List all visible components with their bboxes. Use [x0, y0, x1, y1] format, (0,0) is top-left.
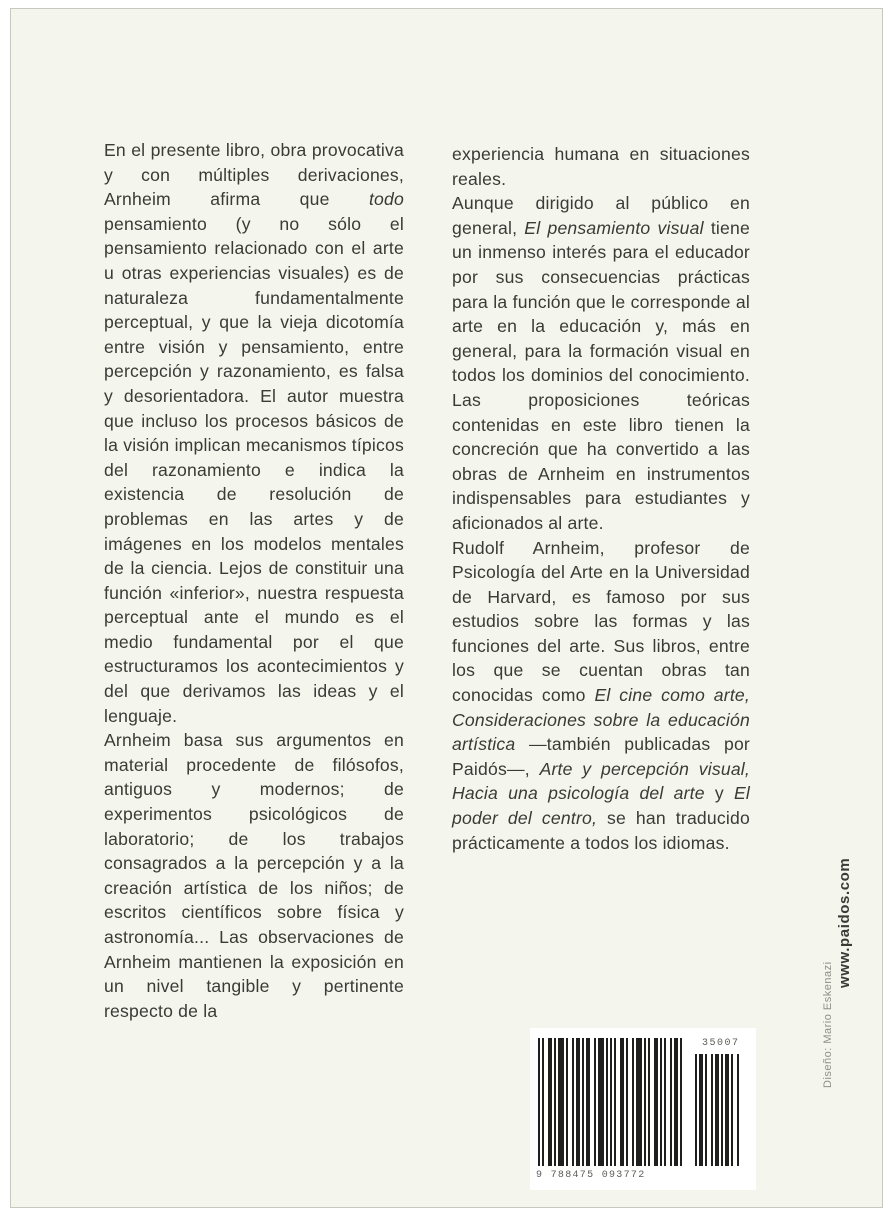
paragraph-author-bio [452, 536, 750, 856]
emphasis-todo: todo [368, 189, 404, 210]
text-span: y [704, 783, 734, 804]
text-span: Rudolf Arnheim, profesor de Psicología del Arte en la Universidad de Harvard, es famoso por sus estudios sobre las formas y las funciones del arte. Sus libros, entre los que se cuentan obras tan conocidas como [452, 537, 750, 706]
barcode [530, 1028, 756, 1190]
emphasis-book-title: El poder del centro, [452, 783, 750, 829]
design-credit: Diseño: Mario Eskenazi [822, 961, 834, 1088]
publisher-website: www.paidos.com [836, 857, 853, 988]
emphasis-book-titles: El cine como arte, Consideraciones sobre la educación artística [452, 685, 750, 755]
barcode-gap [739, 1054, 741, 1166]
barcode-bars [538, 1038, 684, 1166]
text-span: tiene un inmenso interés para el educador por sus consecuencias prácticas para la función que le corresponde al arte en la educación y, más en general, para la formación visual en todos los dominios del conocimiento. Las proposiciones teóricas contenidas en este libro tienen la concreción que ha convertido a las obras de Arnheim en instrumentos indispensables para estudiantes y aficionados al arte. [452, 217, 750, 533]
paragraph-continuation: experiencia humana en situaciones reales. [452, 144, 750, 189]
text-span: pensamiento (y no sólo el pensamiento relacionado con el arte u otras experiencias visuales) es de naturaleza fundamentalmente perceptual, y que la vieja dicotomía entre visión y pensamiento, entre percepción y razonamiento, es falsa y desorientadora. El autor muestra que incluso los procesos básicos de la visión implican mecanismos típicos del razonamiento e indica la existencia de resolución de problemas en las artes y de imágenes en los modelos mentales de la ciencia. Lejos de constituir una función «inferior», nuestra respuesta perceptual ante el mundo es el medio fundamental por el que estructuramos los acontecimientos y del que derivamos las ideas y el lenguaje. [104, 213, 404, 726]
emphasis-book-titles: Arte y percepción visual, Hacia una psicología del arte [452, 758, 750, 804]
back-cover [10, 8, 883, 1208]
barcode-number: 9 788475 093772 [536, 1170, 646, 1181]
text-span: En el presente libro, obra provocativa y con múltiples derivaciones, Arnheim afirma que [104, 140, 404, 210]
paragraph-intro [104, 138, 404, 728]
barcode-gap [682, 1038, 684, 1166]
barcode-addon-bars [695, 1054, 751, 1166]
text-span: se han traducido prácticamente a todos los idiomas. [452, 808, 750, 853]
paragraph-audience [452, 191, 750, 535]
text-span: Aunque dirigido al público en general, [452, 193, 750, 238]
barcode-addon-number: 35007 [702, 1038, 740, 1049]
text-span: —también publicadas por Paidós—, [452, 734, 750, 779]
paragraph-arguments: Arnheim basa sus argumentos en material procedente de filósofos, antiguos y modernos; de experimentos psicológicos de laboratorio; de los trabajos consagrados a la percepción y a la creación artística de los niños; de escritos científicos sobre física y astronomía... Las observaciones de Arnheim mantienen la exposición en un nivel tangible y pertinente respecto de la [104, 730, 404, 1021]
emphasis-book-title: El pensamiento visual [524, 217, 704, 238]
right-text-column [452, 142, 750, 855]
left-text-column [104, 138, 404, 1023]
